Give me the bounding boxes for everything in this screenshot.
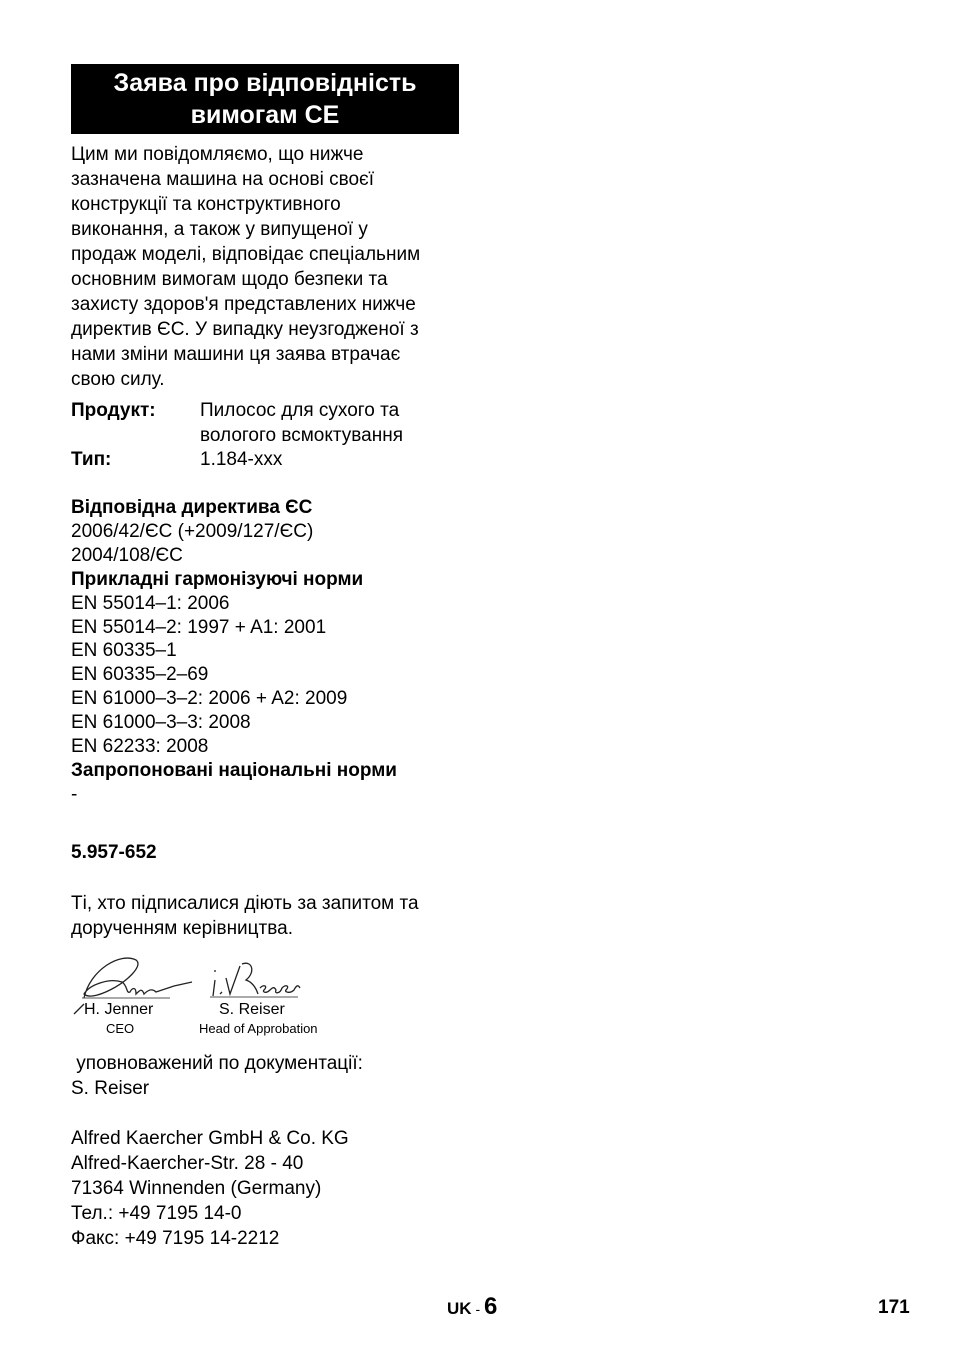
- harmonized-item: EN 61000–3–2: 2006 + A2: 2009: [71, 688, 348, 710]
- doc-responsible-label: уповноважений по документації:: [71, 1053, 363, 1074]
- intro-line: зазначена машина на основі своєї: [71, 169, 375, 190]
- signer-name-left: H. Jenner: [84, 1001, 154, 1018]
- intro-line: свою силу.: [71, 369, 165, 390]
- national-value: -: [71, 783, 78, 805]
- company-street: Alfred-Kaercher-Str. 28 - 40: [71, 1153, 304, 1174]
- footer-section-label: [447, 1293, 497, 1321]
- signer-role-left: CEO: [106, 1021, 135, 1036]
- harmonized-heading: Прикладні гармонізуючі норми: [71, 568, 364, 590]
- title-line-2: вимогам СЕ: [190, 101, 340, 129]
- directive-item: 2004/108/ЄС: [71, 544, 183, 566]
- title-line-1: Заява про відповідність: [113, 69, 417, 97]
- national-heading: Запропоновані національні норми: [71, 759, 397, 781]
- intro-line: виконання, а також у випущеної у: [71, 219, 368, 240]
- signature-area: [70, 950, 340, 1040]
- harmonized-item: EN 62233: 2008: [71, 736, 209, 758]
- signers-statement: [71, 891, 419, 941]
- harmonized-item: EN 55014–1: 2006: [71, 592, 230, 614]
- doc-responsible-name: S. Reiser: [71, 1078, 150, 1099]
- intro-line: нами зміни машини ця заява втрачає: [71, 344, 401, 365]
- page-title: [71, 64, 459, 134]
- harmonized-item: EN 60335–1: [71, 640, 177, 662]
- type-label: Тип:: [71, 449, 112, 470]
- product-value-line-1: Пилосос для сухого та: [200, 400, 400, 421]
- company-city: 71364 Winnenden (Germany): [71, 1178, 322, 1199]
- page-number: 171: [878, 1297, 910, 1318]
- signer-role-right: Head of Approbation: [199, 1021, 318, 1036]
- harmonized-item: EN 60335–2–69: [71, 664, 209, 686]
- intro-line: конструкції та конструктивного: [71, 194, 341, 215]
- company-name: Alfred Kaercher GmbH & Co. KG: [71, 1128, 349, 1149]
- signers-line-1: Ті, хто підписалися діють за запитом та: [71, 893, 419, 914]
- intro-line: захисту здоров'я представлених нижче: [71, 294, 416, 315]
- documentation-responsible: [71, 1051, 363, 1101]
- harmonized-item: EN 61000–3–3: 2008: [71, 712, 251, 734]
- company-fax: Факс: +49 7195 14-2212: [71, 1228, 280, 1249]
- footer-lang-code: UK: [447, 1299, 472, 1318]
- standards-block: [71, 496, 397, 807]
- intro-line: продаж моделі, відповідає спеціальним: [71, 244, 421, 265]
- intro-paragraph: [71, 142, 466, 392]
- intro-line: основним вимогам щодо безпеки та: [71, 269, 388, 290]
- footer-separator: -: [471, 1301, 485, 1317]
- intro-line: директив ЄС. У випадку неузгодженої з: [71, 319, 419, 340]
- product-value-line-2: вологого всмоктування: [200, 425, 404, 446]
- intro-line: Цим ми повідомляємо, що нижче: [71, 144, 364, 165]
- footer-section-number: 6: [484, 1293, 498, 1320]
- directives-heading: Відповідна директива ЄС: [71, 497, 313, 518]
- directive-item: 2006/42/ЄС (+2009/127/ЄС): [71, 520, 314, 542]
- product-label: Продукт:: [71, 400, 156, 421]
- harmonized-item: EN 55014–2: 1997 + A1: 2001: [71, 616, 327, 638]
- signer-name-right: S. Reiser: [219, 1001, 285, 1018]
- type-value: 1.184-xxx: [200, 449, 283, 470]
- company-address: [71, 1126, 349, 1251]
- company-phone: Тел.: +49 7195 14-0: [71, 1203, 242, 1224]
- signers-line-2: дорученням керівництва.: [71, 918, 293, 939]
- document-code: 5.957-652: [71, 842, 157, 863]
